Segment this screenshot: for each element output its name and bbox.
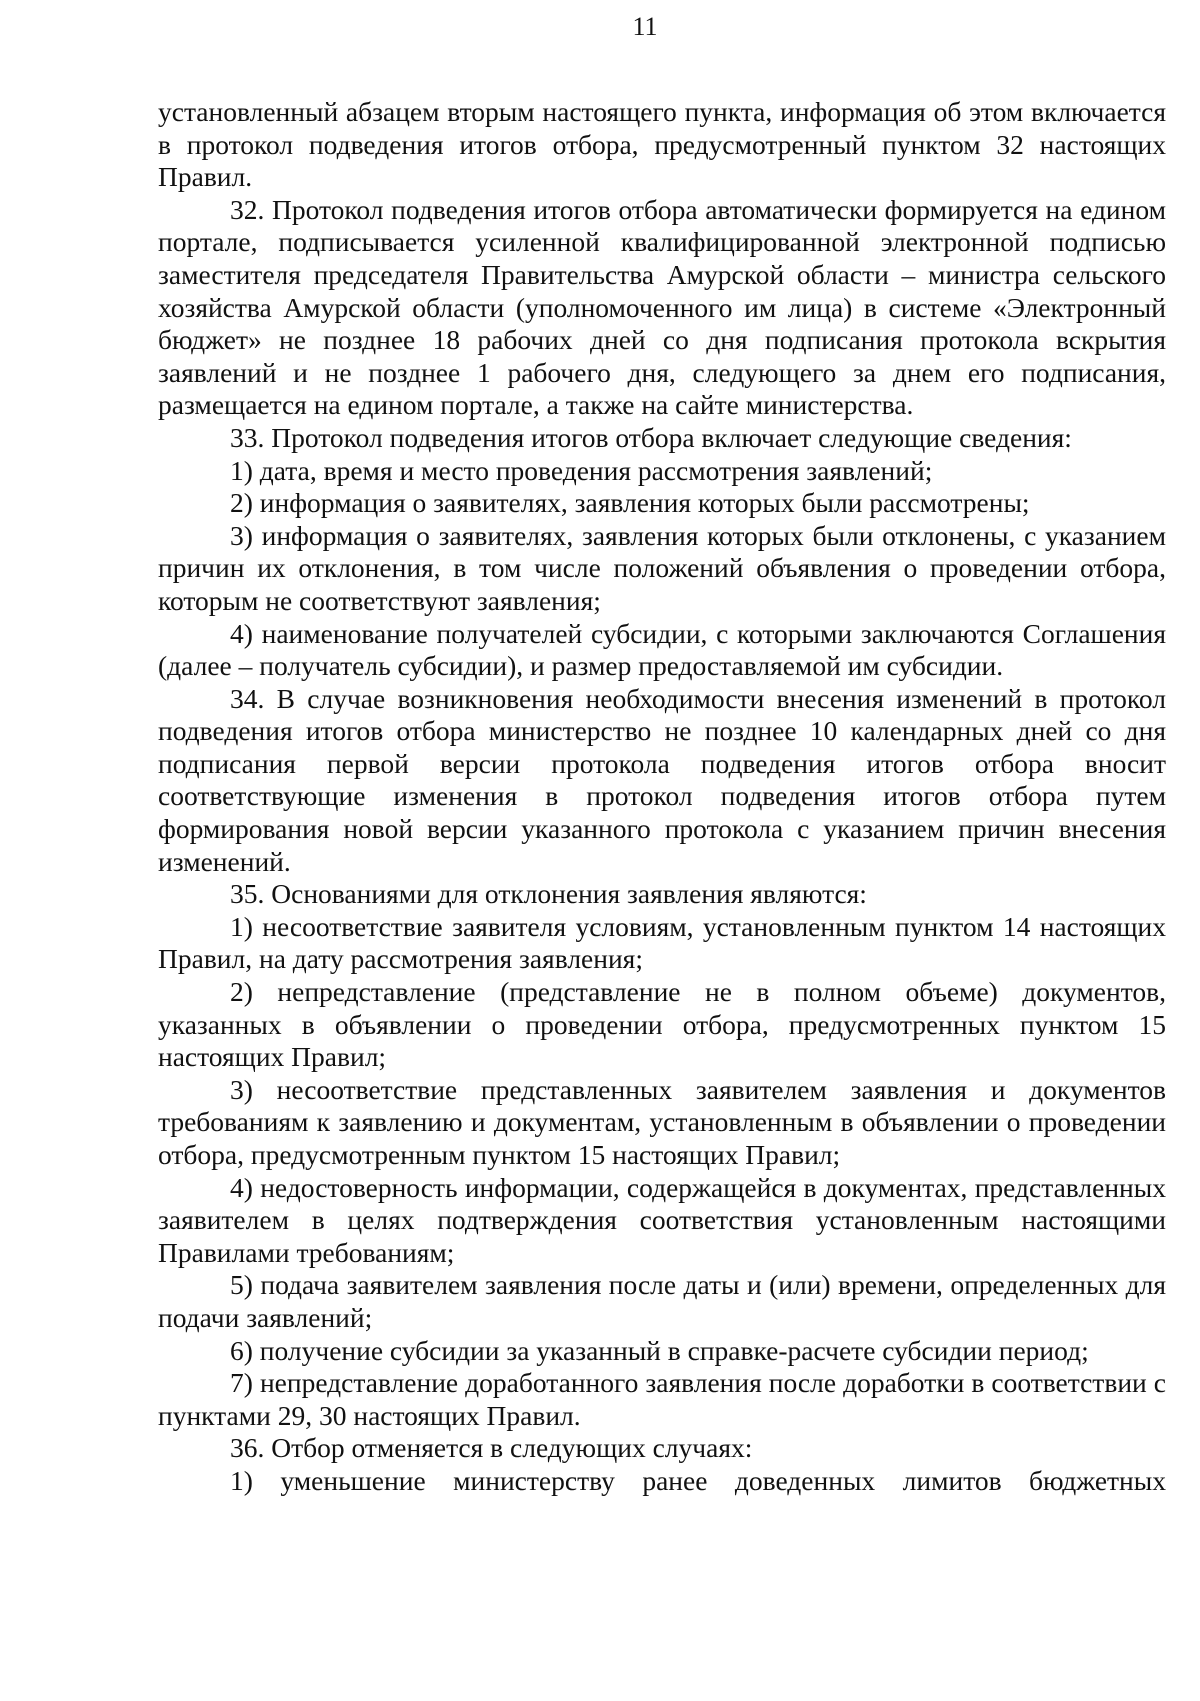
- list-item-33-4: 4) наименование получателей субсидии, с которыми заключаются Соглашения (далее – получатель субсидии), и размер предоставляемой им субсидии.: [158, 617, 1166, 682]
- paragraph-34: 34. В случае возникновения необходимости внесения изменений в протокол подведения итогов отбора министерство не позднее 10 календарных дней со дня подписания первой версии протокола подведения итогов отбора вносит соответствующие изменения в протокол подведения итогов отбора путем формирования новой версии указанного протокола с указанием причин внесения изменений.: [158, 682, 1166, 877]
- list-item-33-3: 3) информация о заявителях, заявления которых были отклонены, с указанием причин их отклонения, в том числе положений объявления о проведении отбора, которым не соответствуют заявления;: [158, 519, 1166, 616]
- list-item-35-1: 1) несоответствие заявителя условиям, установленным пунктом 14 настоящих Правил, на дату рассмотрения заявления;: [158, 910, 1166, 975]
- paragraph-35: 35. Основаниями для отклонения заявления являются:: [230, 878, 867, 910]
- list-item-35-7: 7) непредставление доработанного заявления после доработки в соответствии с пунктами 29, 30 настоящих Правил.: [158, 1367, 1166, 1431]
- page-number: 11: [632, 12, 658, 41]
- list-item-33-2: 2) информация о заявителях, заявления которых были рассмотрены;: [230, 487, 1030, 519]
- list-item-36-1: 1) уменьшение министерству ранее доведенных лимитов бюджетных: [230, 1464, 1166, 1496]
- list-item-35-3: 3) несоответствие представленных заявителем заявления и документов требованиям к заявлению и документам, установленным в объявлении о проведении отбора, предусмотренным пунктом 15 настоящих Правил;: [158, 1073, 1166, 1170]
- list-item-35-4: 4) недостоверность информации, содержащейся в документах, представленных заявителем в целях подтверждения соответствия установленным настоящими Правилами требованиям;: [158, 1171, 1166, 1268]
- document-body: [158, 96, 1166, 1498]
- paragraph-33: 33. Протокол подведения итогов отбора включает следующие сведения:: [230, 421, 1072, 453]
- list-item-35-2: 2) непредставление (представление не в полном объеме) документов, указанных в объявлении о проведении отбора, предусмотренных пунктом 15 настоящих Правил;: [158, 976, 1166, 1073]
- list-item-35-5: 5) подача заявителем заявления после даты и (или) времени, определенных для подачи заявлений;: [158, 1269, 1166, 1333]
- list-item-35-6: 6) получение субсидии за указанный в справке-расчете субсидии период;: [230, 1334, 1089, 1366]
- paragraph-36: 36. Отбор отменяется в следующих случаях:: [230, 1432, 753, 1464]
- paragraph-32: 32. Протокол подведения итогов отбора автоматически формируется на едином портале, подписывается усиленной квалифицированной электронной подписью заместителя председателя Правительства Амурской области – министра сельского хозяйства Амурской области (уполномоченного им лица) в системе «Электронный бюджет» не позднее 18 рабочих дней со дня подписания протокола вскрытия заявлений и не позднее 1 рабочего дня, следующего за днем его подписания, размещается на едином портале, а также на сайте министерства.: [158, 193, 1166, 421]
- paragraph-continuation: установленный абзацем вторым настоящего пункта, информация об этом включается в протокол подведения итогов отбора, предусмотренный пунктом 32 настоящих Правил.: [158, 96, 1166, 193]
- list-item-33-1: 1) дата, время и место проведения рассмотрения заявлений;: [230, 454, 933, 486]
